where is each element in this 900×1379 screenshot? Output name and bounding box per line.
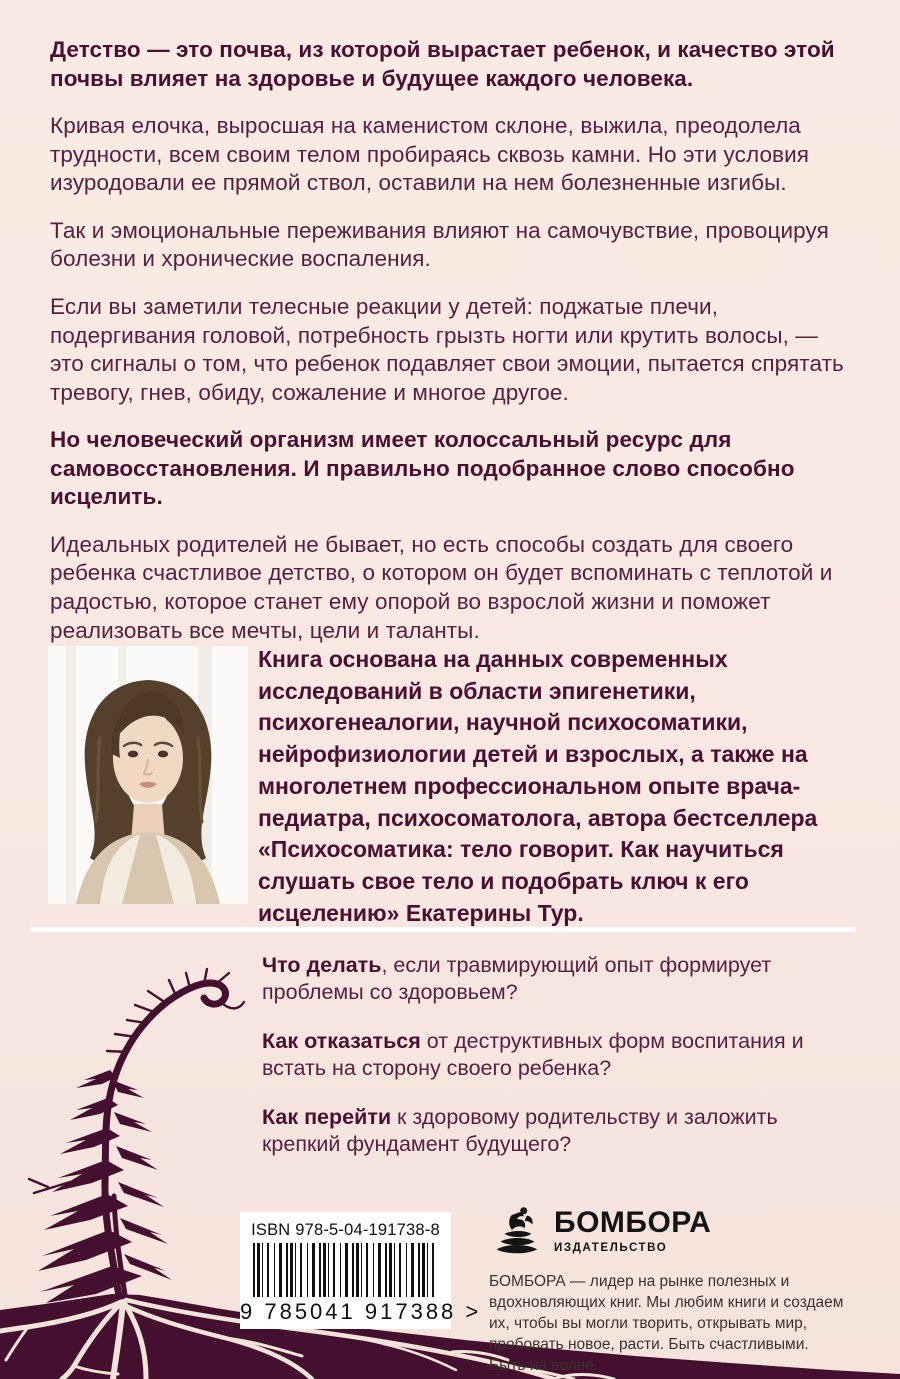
isbn-label: ISBN 978-5-04-191738-8 bbox=[251, 1221, 440, 1239]
question-item bbox=[262, 1104, 840, 1158]
question-item bbox=[262, 1028, 840, 1082]
crooked-tree bbox=[29, 969, 244, 1308]
question-bold-lead: Что делать bbox=[262, 953, 382, 977]
publisher-block bbox=[489, 1204, 853, 1376]
publisher-logo-text bbox=[554, 1208, 711, 1254]
author-section bbox=[48, 644, 860, 934]
paragraph-emotions: Так и эмоциональные переживания влияют на самочувствие, провоцируя болезни и хронические воспаления. bbox=[50, 217, 829, 272]
paragraph-healing-bold: Но человеческий организм имеет колоссальный ресурс для самовосстановления. И правильно подобранное слово способно исцелить. bbox=[50, 427, 795, 510]
publisher-blurb: БОМБОРА — лидер на рынке полезных и вдохновляющих книг. Мы любим книги и создаем их, чтобы вы могли творить, открывать мир, пробовать новое, расти. Быть счастливыми. Быть на волне. bbox=[489, 1273, 844, 1375]
barcode-bars bbox=[253, 1243, 438, 1297]
publisher-logo bbox=[489, 1204, 853, 1258]
question-item bbox=[262, 952, 840, 1006]
paragraph-spruce-metaphor: Кривая елочка, выросшая на каменистом склоне, выжила, преодолела трудности, всем своим телом пробираясь сквозь камни. Но эти условия изуродовали ее прямой ствол, оставили на нем болезненные изгибы. bbox=[50, 113, 810, 196]
author-portrait-illustration bbox=[48, 646, 248, 904]
question-rest: к здоровому родительству и заложить крепкий фундамент будущего? bbox=[262, 1105, 778, 1157]
author-book-description: Книга основана на данных современных исследований в области эпигенетики, психогенеалогии, научной психосоматики, нейрофизиологии детей и взрослых, а также на многолетнем профессиональном опыте врача-педиатра, психосоматолога, автора бестселлера «Психосоматика: тело говорит. Как научиться слушать свое тело и подобрать ключ к его исцелению» Екатерины Тур. bbox=[258, 646, 818, 926]
bombora-logo-icon bbox=[489, 1204, 543, 1258]
lead-paragraph: Детство — это почва, из которой вырастает ребенок, и качество этой почвы влияет на здоровье и будущее каждого человека. bbox=[50, 37, 835, 91]
paragraph-body-signals: Если вы заметили телесные реакции у детей: поджатые плечи, подергивания головой, потребность грызть ногти или крутить волосы, — это сигналы о том, что ребенок подавляет свои эмоции, пытается спрятать тревогу, гнев, обиду, сожаление и многое другое. bbox=[50, 293, 844, 405]
paragraph-ideal-parents: Идеальных родителей не бывает, но есть способы создать для своего ребенка счастливое детство, о котором он будет вспоминать с теплотой и радостью, которое станет ему опорой во взрослой жизни и поможет реализовать все мечты, цели и таланты. bbox=[50, 531, 833, 643]
questions-section bbox=[262, 952, 840, 1180]
question-rest: , если травмирующий опыт формирует проблемы со здоровьем? bbox=[262, 953, 772, 1005]
publisher-subtitle: ИЗДАТЕЛЬСТВО bbox=[554, 1242, 668, 1254]
isbn-barcode-box bbox=[240, 1212, 482, 1329]
publisher-name: БОМБОРА bbox=[554, 1206, 712, 1239]
intro-text-block bbox=[50, 36, 854, 664]
author-photo bbox=[48, 646, 248, 904]
barcode-digits: 9 785041 917388 > bbox=[240, 1299, 482, 1324]
question-bold-lead: Как перейти bbox=[262, 1105, 392, 1130]
question-rest: от деструктивных форм воспитания и встать на сторону своего ребенка? bbox=[262, 1029, 804, 1081]
question-bold-lead: Как отказаться bbox=[262, 1029, 421, 1054]
